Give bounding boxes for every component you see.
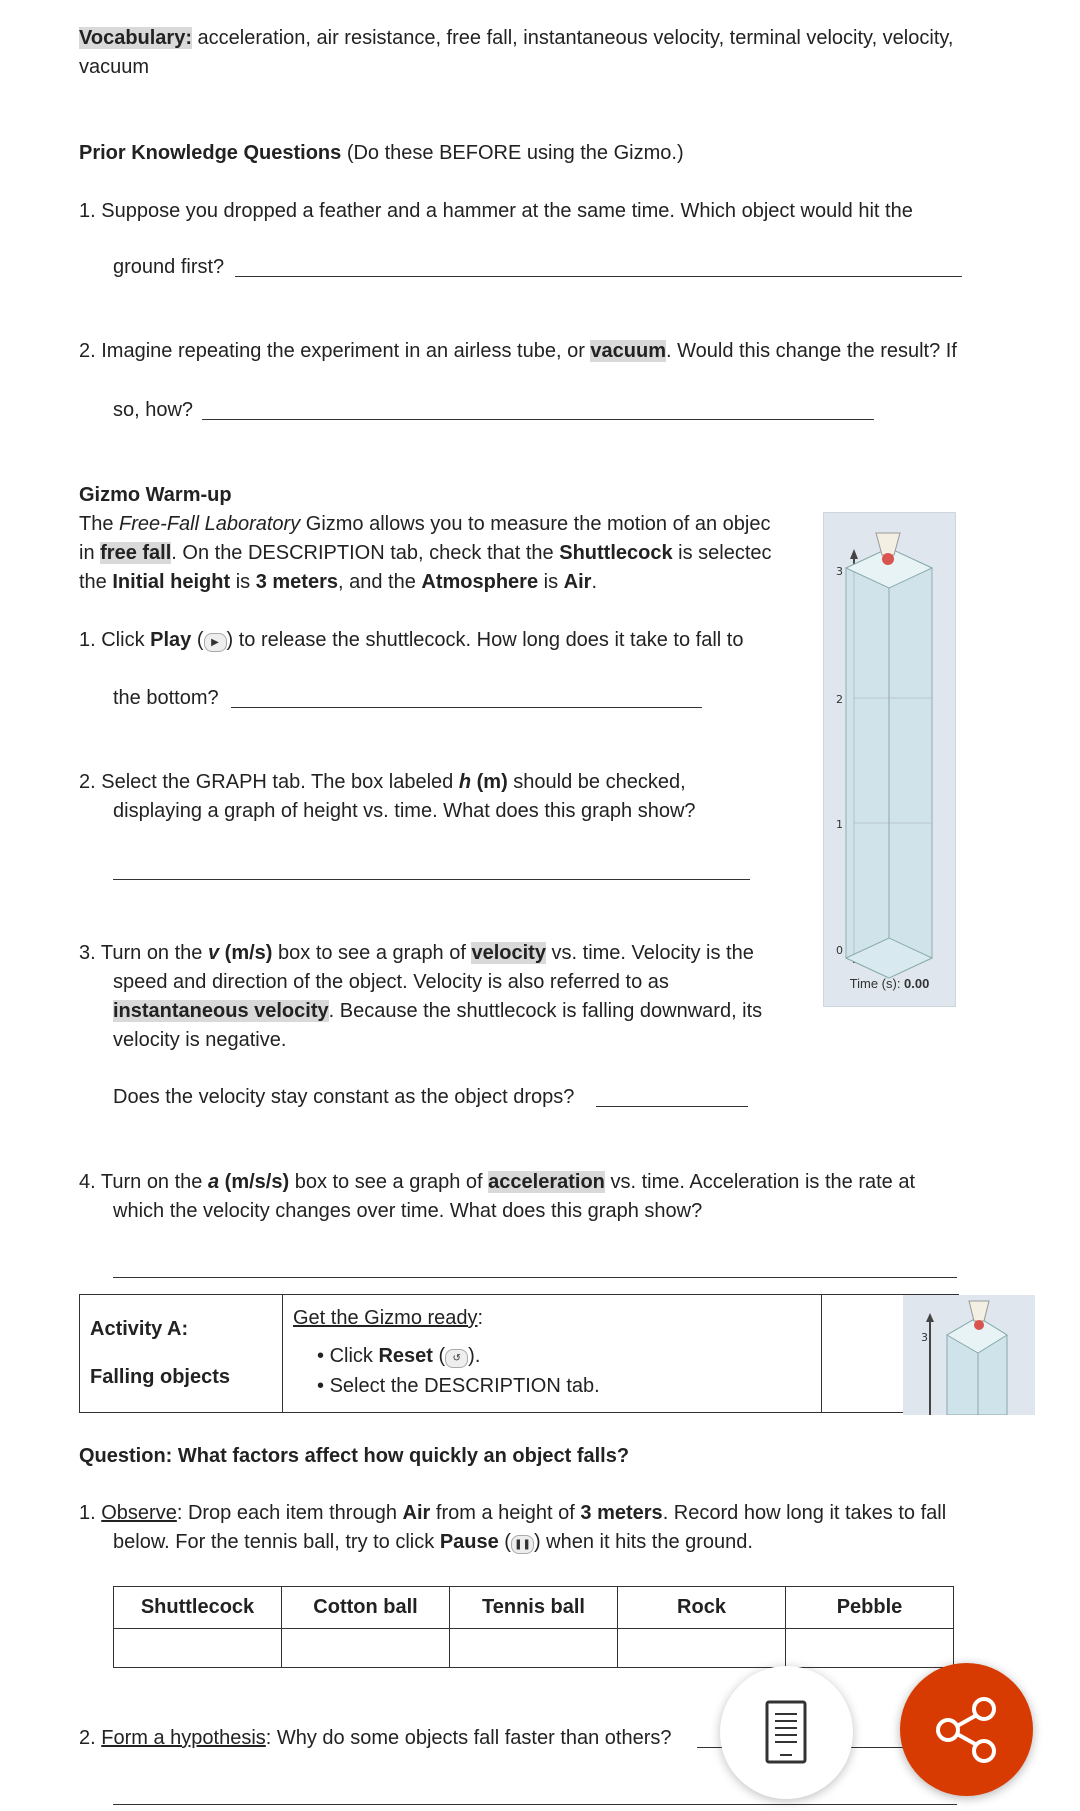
warmup-q2-answer-line[interactable]: [113, 879, 750, 880]
document-icon: [720, 1666, 853, 1799]
table-header-row: [114, 1587, 954, 1629]
activity-title-cell: [80, 1295, 283, 1412]
warmup-q1-text: 1. Click Play ( ▶ ) to release the shuttlecock. How long does it take to fall to: [79, 629, 744, 651]
activity-table: [79, 1294, 959, 1413]
gizmo-tick-0: 0: [836, 944, 843, 957]
gizmo-tick-2: 2: [836, 693, 843, 706]
prior-q1-text: 1. Suppose you dropped a feather and a hammer at the same time. Which object would hit the: [79, 200, 913, 222]
table-row: [114, 1629, 954, 1668]
warmup-heading: Gizmo Warm-up: [79, 484, 232, 506]
prior-q2-text: 2. Imagine repeating the experiment in an airless tube, or vacuum. Would this change the result? If: [79, 340, 957, 362]
question-q1-text: 1. Observe: Drop each item through Air from a height of 3 meters. Record how long it takes to fall: [79, 1502, 947, 1524]
warmup-intro-3: the Initial height is 3 meters, and the Atmosphere is Air.: [79, 571, 598, 593]
question-heading: Question: What factors affect how quickly an object falls?: [79, 1445, 630, 1467]
table-cell-pebble[interactable]: [786, 1629, 954, 1668]
fall-time-table: [113, 1586, 954, 1668]
term-vacuum: vacuum: [590, 340, 666, 362]
gizmo-thumbnail-illustration: [903, 1295, 1035, 1415]
vocabulary-line-2: vacuum: [79, 56, 150, 78]
share-button[interactable]: [900, 1663, 1033, 1796]
warmup-intro-1: The Free-Fall Laboratory Gizmo allows you to measure the motion of an objec: [79, 513, 771, 535]
share-icon: [900, 1663, 1033, 1796]
prior-q2-answer-line[interactable]: [202, 419, 874, 420]
activity-bullet-description: • Select the DESCRIPTION tab.: [317, 1375, 600, 1397]
activity-bullet-reset: • Click Reset ( ↺ ).: [317, 1345, 481, 1367]
prior-knowledge-heading: Prior Knowledge Questions (Do these BEFORE using the Gizmo.): [79, 142, 684, 164]
vocabulary-terms: acceleration, air resistance, free fall, instantaneous velocity, terminal velocity, velocity,: [192, 27, 954, 49]
warmup-q4-line2: which the velocity changes over time. What does this graph show?: [113, 1200, 703, 1222]
warmup-q4-text: 4. Turn on the a (m/s/s) box to see a graph of acceleration vs. time. Acceleration is the rate at: [79, 1171, 916, 1193]
warmup-q4-answer-line[interactable]: [113, 1277, 957, 1278]
warmup-q1-line2: the bottom?: [113, 687, 219, 709]
table-header-cotton-ball: Cotton ball: [282, 1587, 450, 1629]
activity-subtitle: Falling objects: [90, 1366, 231, 1388]
warmup-intro-2: in free fall. On the DESCRIPTION tab, check that the Shuttlecock is selectec: [79, 542, 772, 564]
vocabulary-line-1: [79, 24, 953, 53]
warmup-q3-sub: Does the velocity stay constant as the object drops?: [113, 1086, 575, 1108]
table-cell-rock[interactable]: [618, 1629, 786, 1668]
question-q2-answer-line-2[interactable]: [113, 1804, 957, 1805]
warmup-q3-line3: instantaneous velocity. Because the shuttlecock is falling downward, its: [113, 1000, 763, 1022]
prior-q1-line2: ground first?: [113, 256, 225, 278]
table-cell-cotton-ball[interactable]: [282, 1629, 450, 1668]
gizmo-thumbnail-tick: 3: [921, 1331, 928, 1344]
vocabulary-label: Vocabulary:: [79, 27, 192, 49]
question-q1-line2: below. For the tennis ball, try to click Pause ( ❚❚ ) when it hits the ground.: [113, 1531, 753, 1553]
gizmo-thumbnail: [903, 1295, 1035, 1415]
warmup-q3-line4: velocity is negative.: [113, 1029, 287, 1051]
gizmo-tick-3: 3: [836, 565, 843, 578]
activity-ready-heading: Get the Gizmo ready:: [293, 1307, 484, 1329]
table-header-pebble: Pebble: [786, 1587, 954, 1629]
warmup-q3-answer-line[interactable]: [596, 1106, 748, 1107]
pause-icon: ❚❚: [511, 1535, 534, 1554]
reset-icon: ↺: [445, 1349, 468, 1368]
activity-instructions-cell: [283, 1295, 822, 1412]
document-view-button[interactable]: [720, 1666, 853, 1799]
warmup-q2-text: 2. Select the GRAPH tab. The box labeled h (m) should be checked,: [79, 771, 686, 793]
play-icon: ▶: [204, 633, 227, 652]
table-header-tennis-ball: Tennis ball: [450, 1587, 618, 1629]
table-cell-tennis-ball[interactable]: [450, 1629, 618, 1668]
activity-title: Activity A:: [90, 1318, 189, 1340]
gizmo-tube-illustration: [824, 513, 955, 1006]
gizmo-tick-1: 1: [836, 818, 843, 831]
table-cell-shuttlecock[interactable]: [114, 1629, 282, 1668]
question-q2-text: 2. Form a hypothesis: Why do some objects fall faster than others?: [79, 1727, 672, 1749]
warmup-q3-text: 3. Turn on the v (m/s) box to see a graph of velocity vs. time. Velocity is the: [79, 942, 754, 964]
table-header-rock: Rock: [618, 1587, 786, 1629]
gizmo-screenshot: [823, 512, 956, 1007]
warmup-q1-answer-line[interactable]: [231, 707, 702, 708]
table-header-shuttlecock: Shuttlecock: [114, 1587, 282, 1629]
prior-q2-line2: so, how?: [113, 399, 194, 421]
gizmo-time-readout: Time (s): 0.00: [849, 976, 930, 991]
warmup-q2-line2: displaying a graph of height vs. time. What does this graph show?: [113, 800, 696, 822]
warmup-q3-line2: speed and direction of the object. Velocity is also referred to as: [113, 971, 669, 993]
prior-q1-answer-line[interactable]: [235, 276, 962, 277]
